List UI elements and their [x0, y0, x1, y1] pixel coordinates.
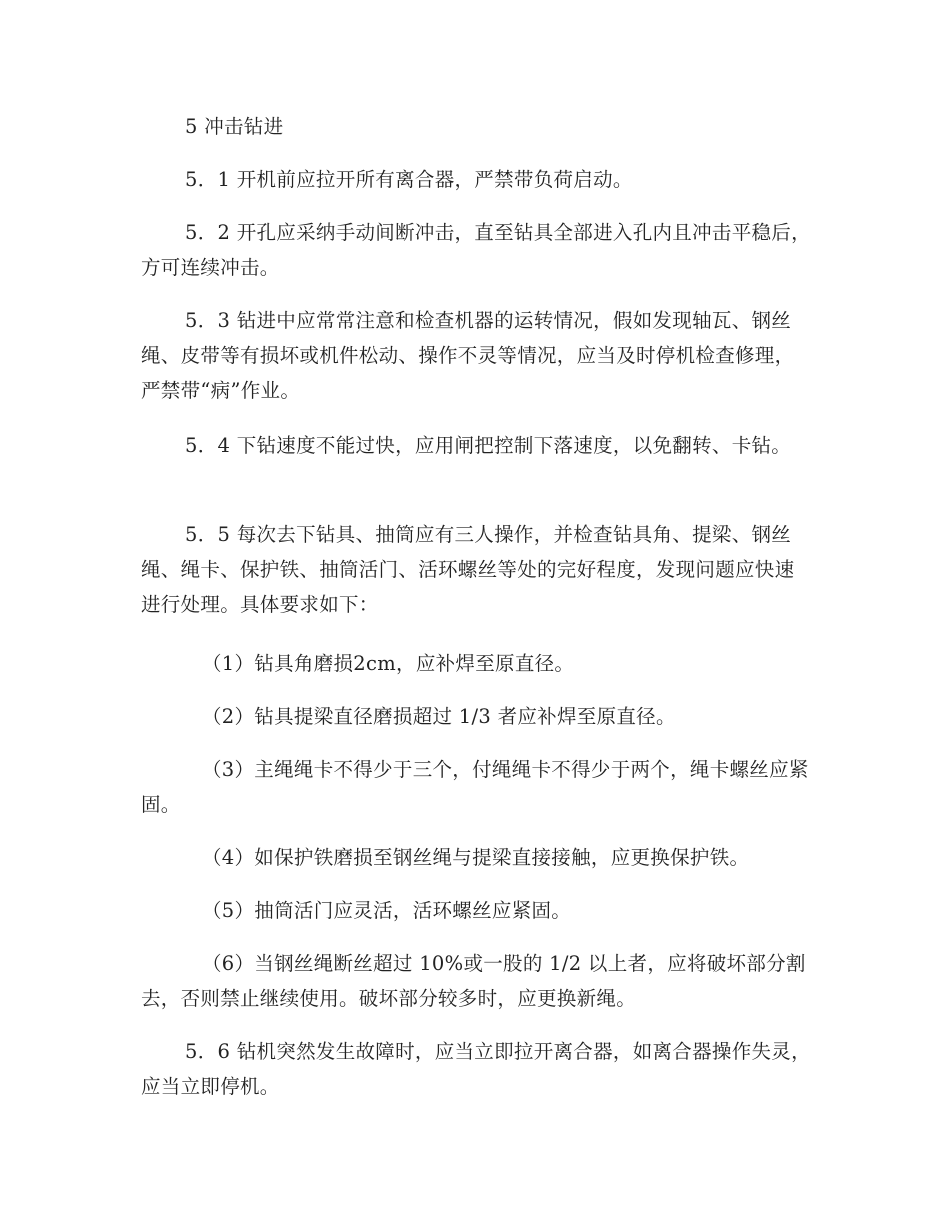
section-heading: 5 冲击钻进 — [185, 115, 284, 138]
list-item-6: （6）当钢丝绳断丝超过 10%或一股的 1/2 以上者，应将破坏部分割去，否则禁止继续使用。破坏部分较多时，应更换新绳。 — [141, 952, 806, 1010]
list-item-2: （2）钻具提梁直径磨损超过 1/3 者应补焊至原直径。 — [202, 705, 676, 728]
list-item-1: （1）钻具角磨损2cm，应补焊至原直径。 — [202, 652, 575, 675]
paragraph-5-2: 5．2 开孔应采纳手动间断冲击，直至钻具全部进入孔内且冲击平稳后，方可连续冲击。 — [141, 221, 811, 279]
list-item-4: （4）如保护铁磨损至钢丝绳与提梁直接接触，应更换保护铁。 — [202, 846, 750, 869]
paragraph-5-3: 5．3 钻进中应常常注意和检查机器的运转情况，假如发现轴瓦、钢丝绳、皮带等有损坏或机件松动、操作不灵等情况，应当及时停机检查修理，严禁带“病”作业。 — [141, 309, 795, 402]
paragraph-5-4: 5．4 下钻速度不能过快，应用闸把控制下落速度，以免翻转、卡钻。 — [185, 434, 792, 457]
list-item-5: （5）抽筒活门应灵活，活环螺丝应紧固。 — [202, 899, 572, 922]
paragraph-5-5: 5．5 每次去下钻具、抽筒应有三人操作，并检查钻具角、提梁、钢丝绳、绳卡、保护铁、抽筒活门、活环螺丝等处的完好程度，发现问题应快速进行处理。具体要求如下： — [141, 523, 795, 616]
list-item-3: （3）主绳绳卡不得少于三个，付绳绳卡不得少于两个，绳卡螺丝应紧固。 — [141, 758, 809, 816]
paragraph-5-1: 5．1 开机前应拉开所有离合器，严禁带负荷启动。 — [185, 168, 633, 191]
paragraph-5-6: 5．6 钻机突然发生故障时，应当立即拉开离合器，如离合器操作失灵，应当立即停机。 — [141, 1040, 811, 1098]
